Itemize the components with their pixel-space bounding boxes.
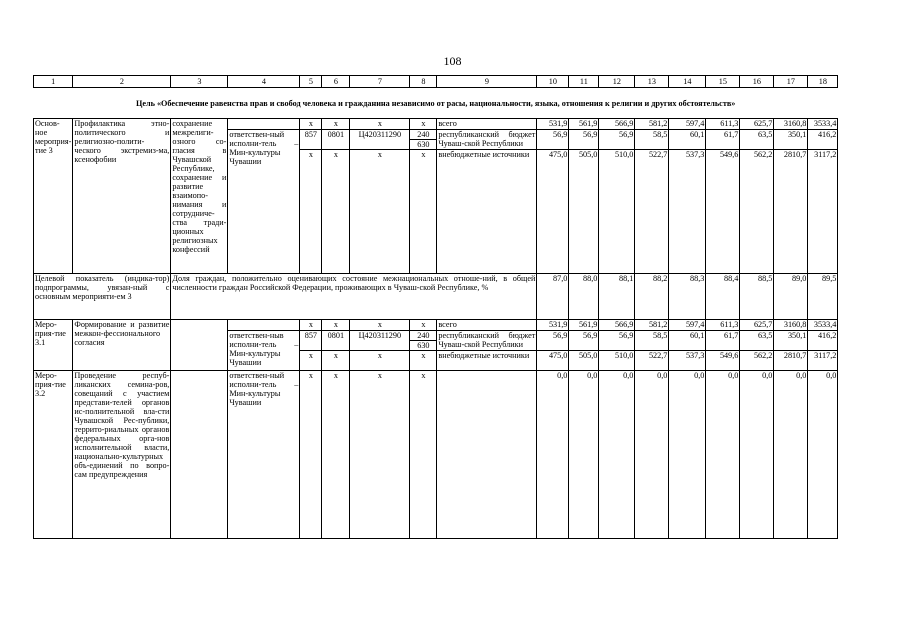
value-cell: 561,9 <box>569 320 599 331</box>
value-cell: 3117,2 <box>808 150 838 274</box>
value-cell: 549,6 <box>706 150 740 274</box>
value-cell: 56,9 <box>599 331 635 351</box>
value-cell: 531,9 <box>537 119 569 130</box>
column-number: 6 <box>322 76 350 88</box>
value-cell: 531,9 <box>537 320 569 331</box>
activity-name: Меро-прия-тие 3.1 <box>34 320 73 371</box>
column-number: 15 <box>706 76 740 88</box>
expense-type-cell: x <box>410 119 437 130</box>
expense-type-a: 240 <box>410 331 436 341</box>
value-cell: 2810,7 <box>774 150 808 274</box>
grbs-cell: x <box>300 320 322 331</box>
grbs-cell: 857 <box>300 130 322 150</box>
value-cell: 0,0 <box>808 371 838 539</box>
source-cell: внебюджетные источники <box>437 150 537 274</box>
indicator-value: 88,5 <box>740 274 774 320</box>
value-cell: 0,0 <box>635 371 669 539</box>
indicator-value: 88,2 <box>635 274 669 320</box>
column-number: 13 <box>635 76 669 88</box>
budget-table <box>33 75 838 539</box>
value-cell: 566,9 <box>599 320 635 331</box>
column-number: 2 <box>73 76 171 88</box>
expense-type-cell <box>410 331 437 351</box>
target-article-cell: Ц420311290 <box>350 331 410 351</box>
activity-title: Формирование и развитие межкон-фессионального согласия <box>73 320 171 371</box>
column-number: 3 <box>171 76 228 88</box>
column-number: 17 <box>774 76 808 88</box>
activity-title: Проведение респуб-ликанских семина-ров, совещаний с участием представи-телей органов ис-полнительной вла-сти Чувашской Рес-публики, террито-риальных органов федеральных орга-нов исполнительной власти, национально-культурных объ-единений по вопро-сам предупреждения <box>73 371 171 539</box>
value-cell: 625,7 <box>740 119 774 130</box>
value-cell: 549,6 <box>706 351 740 371</box>
value-cell: 581,2 <box>635 119 669 130</box>
column-number: 10 <box>537 76 569 88</box>
indicator-value: 88,1 <box>599 274 635 320</box>
table-row <box>34 119 838 130</box>
section-cell: 0801 <box>322 331 350 351</box>
indicator-row <box>34 274 838 320</box>
value-cell: 416,2 <box>808 331 838 351</box>
goal-row <box>34 88 838 119</box>
source-cell: внебюджетные источники <box>437 351 537 371</box>
value-cell: 3533,4 <box>808 119 838 130</box>
value-cell: 3160,8 <box>774 320 808 331</box>
activity-name: Меро-прия-тие 3.2 <box>34 371 73 539</box>
target-article-cell: Ц420311290 <box>350 130 410 150</box>
value-cell: 522,7 <box>635 351 669 371</box>
value-cell: 56,9 <box>569 331 599 351</box>
column-number: 5 <box>300 76 322 88</box>
executor-cell: ответствен-ный исполни-тель – Мин-культуры Чувашии <box>228 371 300 539</box>
column-number: 18 <box>808 76 838 88</box>
value-cell: 56,9 <box>569 130 599 150</box>
value-cell: 350,1 <box>774 130 808 150</box>
grbs-cell: x <box>300 371 322 539</box>
value-cell: 522,7 <box>635 150 669 274</box>
indicator-text: Доля граждан, положительно оценивающих состояние межнациональных отноше-ний, в общей численности граждан Российской Федерации, проживающих в Чуваш-ской Республике, % <box>171 274 537 320</box>
value-cell: 562,2 <box>740 150 774 274</box>
value-cell: 597,4 <box>669 119 706 130</box>
value-cell: 2810,7 <box>774 351 808 371</box>
value-cell: 63,5 <box>740 130 774 150</box>
empty-cell <box>228 320 300 331</box>
empty-cell <box>228 119 300 130</box>
page-number: 108 <box>443 54 462 68</box>
source-cell: всего <box>437 119 537 130</box>
column-number: 7 <box>350 76 410 88</box>
expense-type-b: 630 <box>417 341 430 350</box>
value-cell: 505,0 <box>569 351 599 371</box>
value-cell: 56,9 <box>537 130 569 150</box>
column-number: 4 <box>228 76 300 88</box>
table-row <box>34 371 838 539</box>
source-cell: республиканский бюджет Чуваш-ской Республики <box>438 130 536 148</box>
value-cell: 566,9 <box>599 119 635 130</box>
expense-type-cell: x <box>410 371 437 539</box>
value-cell: 611,3 <box>706 320 740 331</box>
column-number-row <box>34 76 838 88</box>
value-cell: 475,0 <box>537 351 569 371</box>
value-cell: 416,2 <box>808 130 838 150</box>
value-cell: 611,3 <box>706 119 740 130</box>
grbs-cell: x <box>300 150 322 274</box>
value-cell: 537,3 <box>669 150 706 274</box>
section-cell: x <box>322 351 350 371</box>
value-cell: 58,5 <box>635 331 669 351</box>
empty-cell <box>171 320 228 371</box>
grbs-cell: x <box>300 351 322 371</box>
target-article-cell: x <box>350 119 410 130</box>
value-cell: 3533,4 <box>808 320 838 331</box>
grbs-cell: 857 <box>300 331 322 351</box>
column-number: 11 <box>569 76 599 88</box>
expense-type-cell <box>410 130 437 150</box>
value-cell: 597,4 <box>669 320 706 331</box>
value-cell: 3117,2 <box>808 351 838 371</box>
value-cell: 625,7 <box>740 320 774 331</box>
value-cell: 537,3 <box>669 351 706 371</box>
indicator-value: 87,0 <box>537 274 569 320</box>
activity-result: сохранение межрелиги-озного со-гласия в Чувашской Республике, сохранение и развитие взаимопо-нимания и сотрудниче-ства тради-ционных религиозных конфессий <box>171 119 228 274</box>
value-cell: 0,0 <box>599 371 635 539</box>
value-cell: 58,5 <box>635 130 669 150</box>
section-cell: x <box>322 119 350 130</box>
target-article-cell: x <box>350 371 410 539</box>
section-cell: x <box>322 150 350 274</box>
value-cell: 61,7 <box>706 130 740 150</box>
column-number: 16 <box>740 76 774 88</box>
goal-heading: Цель «Обеспечение равенства прав и свобод человека и гражданина независимо от расы, национальности, языка, отношения к религии и других обстоятельств» <box>34 88 838 119</box>
column-number: 9 <box>437 76 537 88</box>
value-cell: 475,0 <box>537 150 569 274</box>
value-cell: 0,0 <box>740 371 774 539</box>
executor-cell: ответствен-ный исполни-тель – Мин-культуры Чувашии <box>228 130 300 274</box>
value-cell: 0,0 <box>706 371 740 539</box>
value-cell: 0,0 <box>774 371 808 539</box>
expense-type-b: 630 <box>417 140 430 149</box>
value-cell: 3160,8 <box>774 119 808 130</box>
target-article-cell: x <box>350 150 410 274</box>
value-cell: 61,7 <box>706 331 740 351</box>
column-number: 12 <box>599 76 635 88</box>
column-number: 14 <box>669 76 706 88</box>
table-row <box>34 320 838 331</box>
indicator-value: 88,0 <box>569 274 599 320</box>
expense-type-cell: x <box>410 150 437 274</box>
value-cell: 56,9 <box>599 130 635 150</box>
column-number: 1 <box>34 76 73 88</box>
source-cell: республиканский бюджет Чуваш-ской Республики <box>438 331 536 349</box>
value-cell: 505,0 <box>569 150 599 274</box>
value-cell: 0,0 <box>669 371 706 539</box>
executor-cell: ответствен-ныв исполни-тель – Мин-культуры Чувашии <box>228 331 300 371</box>
column-number: 8 <box>410 76 437 88</box>
value-cell: 350,1 <box>774 331 808 351</box>
indicator-value: 88,4 <box>706 274 740 320</box>
value-cell: 510,0 <box>599 351 635 371</box>
activity-name: Основ-ное мероприя-тие 3 <box>34 119 73 274</box>
activity-title: Профилактика этно-политического и религиозно-полити-ческого экстремиз-ма, ксенофобии <box>73 119 171 274</box>
value-cell: 0,0 <box>569 371 599 539</box>
section-cell: x <box>322 371 350 539</box>
value-cell: 510,0 <box>599 150 635 274</box>
section-cell: 0801 <box>322 130 350 150</box>
indicator-value: 88,3 <box>669 274 706 320</box>
indicator-value: 89,5 <box>808 274 838 320</box>
value-cell: 60,1 <box>669 331 706 351</box>
value-cell: 561,9 <box>569 119 599 130</box>
value-cell: 562,2 <box>740 351 774 371</box>
value-cell: 581,2 <box>635 320 669 331</box>
indicator-label: Целевой показатель (индика-тор) подпрограммы, увязан-ный с основным мероприяти-ем 3 <box>34 274 171 320</box>
source-cell <box>437 371 537 539</box>
indicator-value: 89,0 <box>774 274 808 320</box>
empty-cell <box>171 371 228 539</box>
expense-type-cell: x <box>410 320 437 331</box>
value-cell: 0,0 <box>537 371 569 539</box>
value-cell: 56,9 <box>537 331 569 351</box>
grbs-cell: x <box>300 119 322 130</box>
target-article-cell: x <box>350 351 410 371</box>
value-cell: 60,1 <box>669 130 706 150</box>
expense-type-cell: x <box>410 351 437 371</box>
source-cell: всего <box>437 320 537 331</box>
target-article-cell: x <box>350 320 410 331</box>
expense-type-a: 240 <box>410 130 436 140</box>
value-cell: 63,5 <box>740 331 774 351</box>
section-cell: x <box>322 320 350 331</box>
